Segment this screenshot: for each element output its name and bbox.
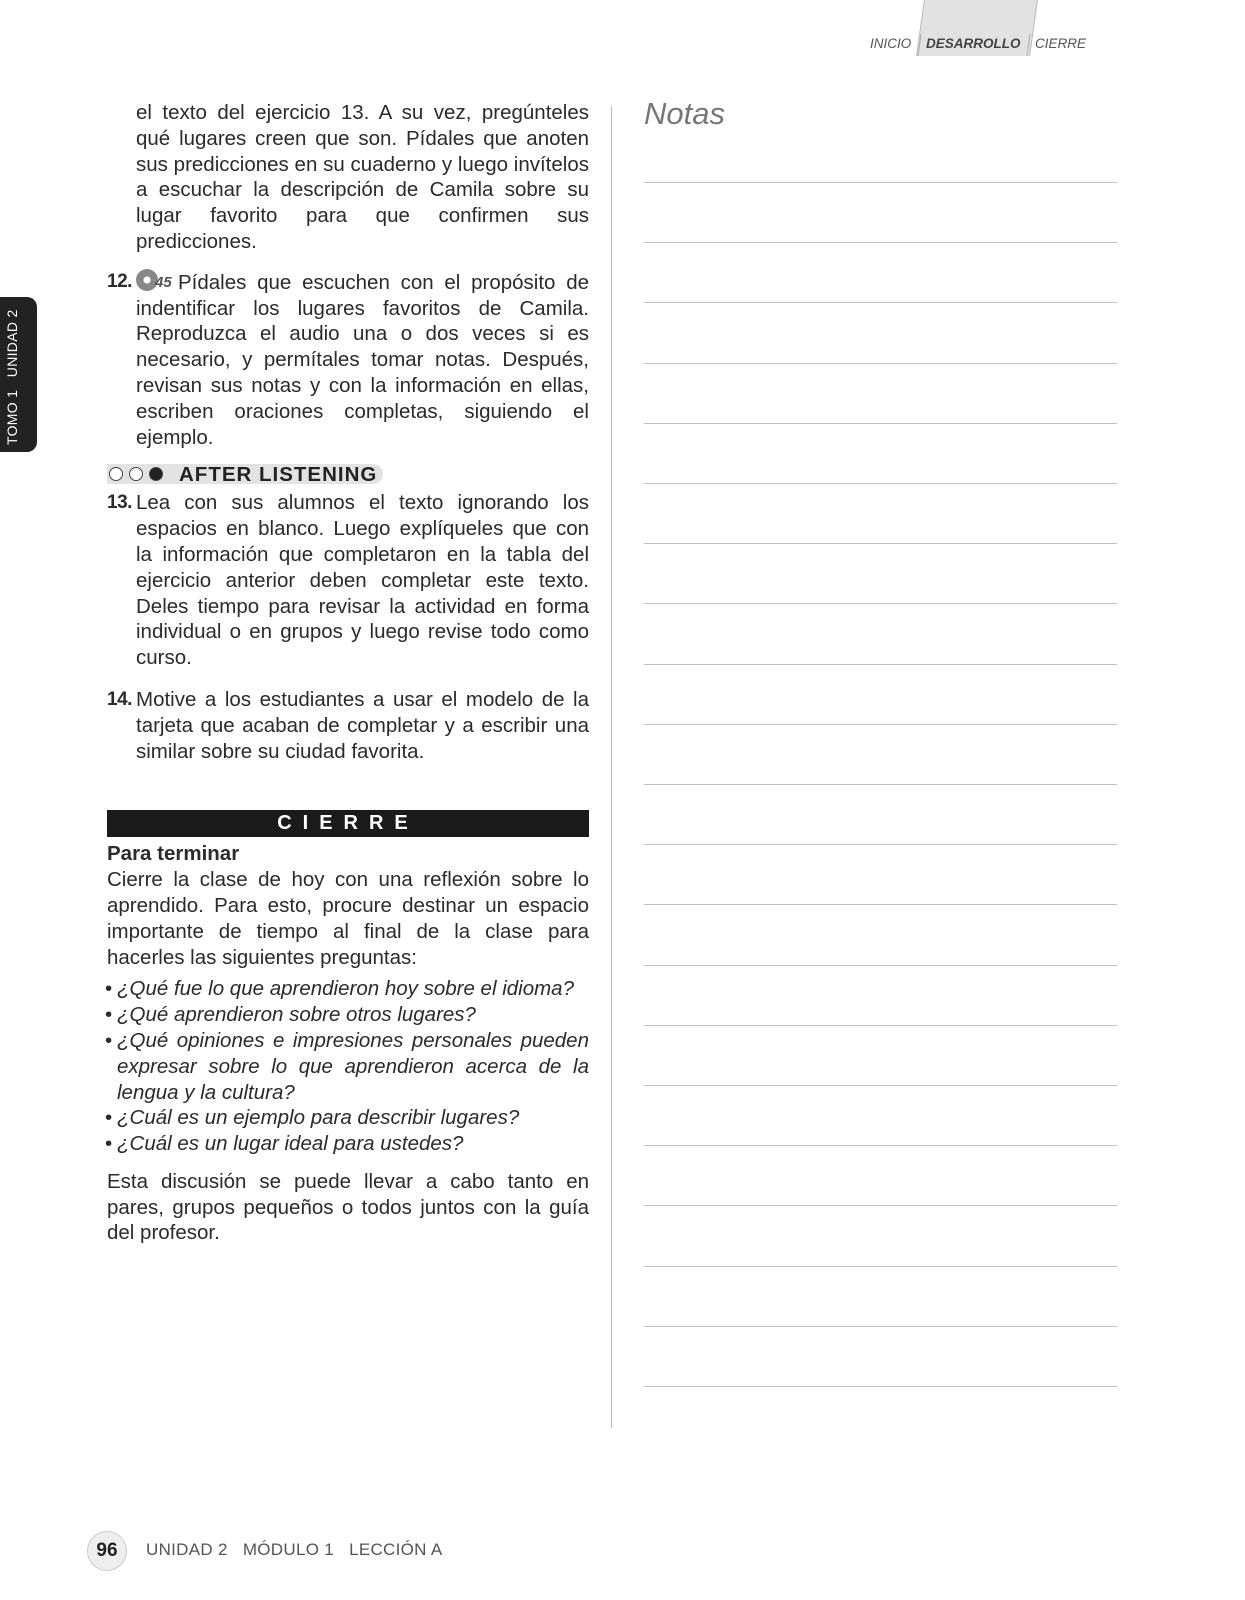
- exercise-14: [107, 687, 589, 764]
- notes-ruled-line: [644, 603, 1117, 604]
- nav-inicio: INICIO: [870, 36, 912, 51]
- exercise-13: [107, 490, 589, 671]
- page-number: 96: [87, 1531, 127, 1571]
- nav-cierre: CIERRE: [1035, 36, 1087, 51]
- notes-ruled-line: [644, 483, 1117, 484]
- notes-ruled-line: [644, 1025, 1117, 1026]
- para-terminar-heading: Para terminar: [107, 842, 240, 866]
- column-divider: [611, 106, 612, 1428]
- notes-ruled-line: [644, 965, 1117, 966]
- exercise-text: Motive a los estudiantes a usar el modelo de la tarjeta que acaban de completar y a escribir una similar sobre su ciudad favorita.: [136, 687, 589, 763]
- exercise-text: Lea con sus alumnos el texto ignorando los espacios en blanco. Luego explíqueles que con la información que completaron en la tabla del ejercicio anterior deben completar este texto. Deles tiempo para revisar la actividad en forma individual o en grupos y luego revise todo como curso.: [136, 491, 589, 670]
- notes-ruled-line: [644, 724, 1117, 725]
- intro-paragraph: el texto del ejercicio 13. A su vez, pregúnteles qué lugares creen que son. Pídales que anoten sus predicciones en su cuaderno y luego invítelos a escuchar la descripción de Camila sobre su lugar favorito para que confirmen sus predicciones.: [136, 101, 589, 253]
- question-item: • ¿Qué aprendieron sobre otros lugares?: [107, 1002, 589, 1028]
- cierre-intro: Cierre la clase de hoy con una reflexión sobre lo aprendido. Para esto, procure destinar un espacio importante de tiempo al final de la clase para hacerles las siguientes preguntas:: [107, 868, 589, 969]
- notes-ruled-line: [644, 363, 1117, 364]
- cierre-heading: CIERRE: [107, 810, 589, 837]
- cierre-closing: Esta discusión se puede llevar a cabo tanto en pares, grupos pequeños o todos juntos con la guía del profesor.: [107, 1169, 589, 1245]
- notes-ruled-line: [644, 543, 1117, 544]
- audio-cd-icon: [136, 269, 172, 293]
- exercise-text: Pídales que escuchen con el propósito de indentificar los lugares favoritos de Camila. Reproduzca el audio una o dos veces si es necesario, y permítales tomar notas. Después, revisan sus notas y con la información en ellas, escriben oraciones completas, siguiendo el ejemplo.: [136, 270, 589, 449]
- notes-ruled-line: [644, 664, 1117, 665]
- exercise-number: 12.: [107, 270, 132, 292]
- question-list: [107, 976, 589, 1157]
- notes-ruled-line: [644, 302, 1117, 303]
- audio-track-number: 45: [155, 273, 172, 291]
- side-tab-label: TOMO 1 UNIDAD 2: [4, 309, 20, 445]
- notes-ruled-line: [644, 242, 1117, 243]
- question-item: • ¿Cuál es un ejemplo para describir lugares?: [107, 1105, 589, 1131]
- exercise-number: 13.: [107, 492, 132, 514]
- notes-ruled-line: [644, 423, 1117, 424]
- notes-ruled-line: [644, 182, 1117, 183]
- notes-ruled-line: [644, 1145, 1117, 1146]
- nav-desarrollo: DESARROLLO: [926, 36, 1021, 51]
- exercise-number: 14.: [107, 688, 132, 710]
- notes-ruled-line: [644, 1266, 1117, 1267]
- notes-ruled-line: [644, 1085, 1117, 1086]
- exercise-12: [107, 269, 589, 451]
- notes-ruled-line: [644, 1326, 1117, 1327]
- notas-title: Notas: [644, 96, 725, 131]
- main-column: [107, 100, 589, 1246]
- after-listening-header: [107, 462, 589, 486]
- notes-ruled-line: [644, 904, 1117, 905]
- footer-label: UNIDAD 2 MÓDULO 1 LECCIÓN A: [146, 1540, 443, 1559]
- after-listening-label: AFTER LISTENING: [179, 463, 378, 487]
- notes-ruled-line: [644, 1386, 1117, 1387]
- notes-ruled-line: [644, 1205, 1117, 1206]
- notes-ruled-line: [644, 784, 1117, 785]
- question-item: • ¿Qué fue lo que aprendieron hoy sobre el idioma?: [107, 976, 589, 1002]
- question-item: • ¿Qué opiniones e impresiones personales pueden expresar sobre lo que aprendieron acerca de la lengua y la cultura?: [107, 1028, 589, 1105]
- notes-ruled-line: [644, 844, 1117, 845]
- question-item: • ¿Cuál es un lugar ideal para ustedes?: [107, 1131, 589, 1157]
